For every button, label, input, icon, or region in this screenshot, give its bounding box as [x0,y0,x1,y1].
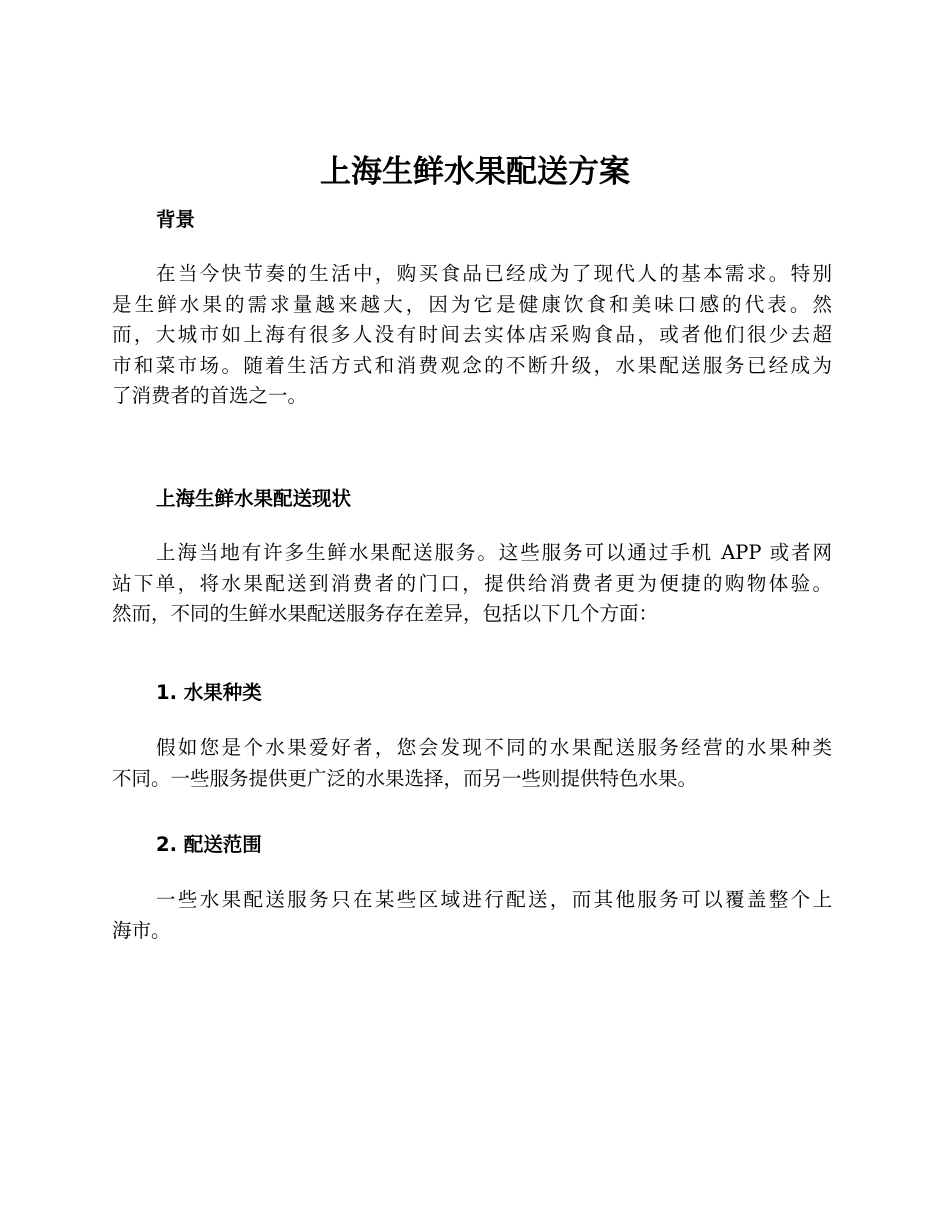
section-heading-fruit-variety: 1. 水果种类 [156,681,262,704]
section-heading-delivery-range: 2. 配送范围 [156,833,262,856]
section-paragraph-delivery-range [112,885,832,946]
section-paragraph-fruit-variety [112,733,832,794]
paragraph-line: 假如您是个水果爱好者，您会发现不同的水果配送服务经营的水果种类 [156,736,832,759]
paragraph-line: 了消费者的首选之一。 [112,384,308,407]
paragraph-line: 是生鲜水果的需求量越来越大，因为它是健康饮食和美味口感的代表。然 [112,292,832,316]
section-paragraph-current-status [112,538,832,630]
paragraph-line: 而，大城市如上海有很多人没有时间去实体店采购食品，或者他们很少去超 [112,323,832,346]
paragraph-line: 海市。 [112,918,171,942]
paragraph-line: 一些水果配送服务只在某些区域进行配送，而其他服务可以覆盖整个上 [156,888,832,911]
paragraph-line: 然而，不同的生鲜水果配送服务存在差异，包括以下几个方面： [112,602,659,625]
section-heading-current-status: 上海生鲜水果配送现状 [156,487,352,510]
paragraph-line: 市和菜市场。随着生活方式和消费观念的不断升级，水果配送服务已经成为 [112,353,832,377]
paragraph-line: 在当今快节奏的生活中，购买食品已经成为了现代人的基本需求。特别 [156,262,832,285]
section-paragraph-background [112,259,832,412]
document-title: 上海生鲜水果配送方案 [320,154,630,190]
paragraph-line: 上海当地有许多生鲜水果配送服务。这些服务可以通过手机 APP 或者网 [156,541,832,564]
paragraph-line: 站下单，将水果配送到消费者的门口，提供给消费者更为便捷的购物体验。 [112,571,832,595]
section-heading-background: 背景 [156,208,196,231]
paragraph-line: 不同。一些服务提供更广泛的水果选择，而另一些则提供特色水果。 [112,766,698,790]
